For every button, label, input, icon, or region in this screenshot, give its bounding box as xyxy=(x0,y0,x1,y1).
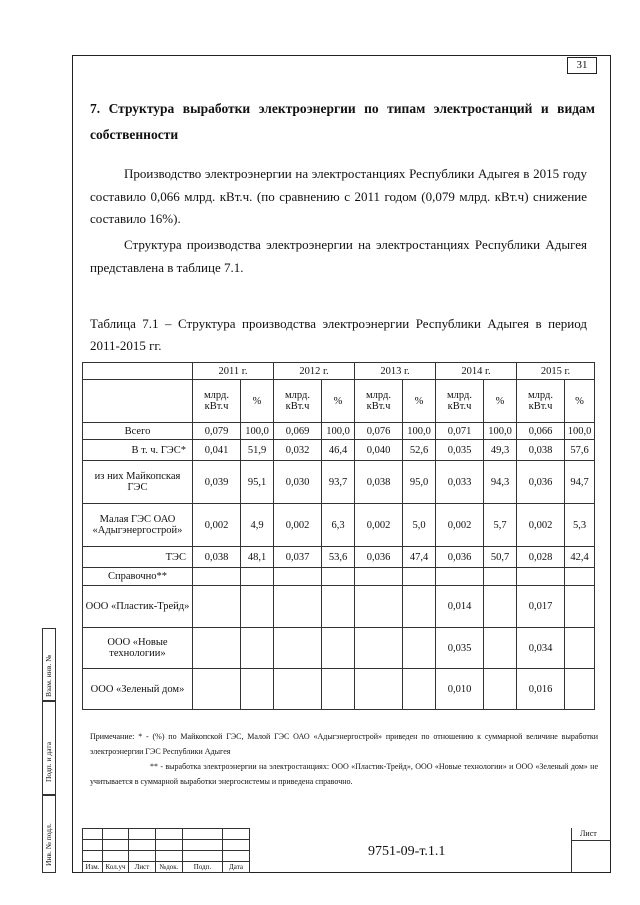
table-cell: 0,002 xyxy=(193,504,241,547)
table-cell xyxy=(484,586,517,628)
table-cell xyxy=(193,669,241,710)
table-cell: 94,3 xyxy=(484,461,517,504)
table-cell: 0,002 xyxy=(274,504,322,547)
table-cell xyxy=(517,568,565,586)
unit-header: млрд. кВт.ч xyxy=(517,380,565,423)
table-cell xyxy=(484,628,517,669)
stamp-column-label: Подп. xyxy=(183,862,223,873)
table-cell: 5,3 xyxy=(565,504,595,547)
table-cell: 93,7 xyxy=(322,461,355,504)
table-cell xyxy=(241,669,274,710)
table-cell xyxy=(403,586,436,628)
production-structure-table xyxy=(82,362,595,710)
row-label: ООО «Зеленый дом» xyxy=(83,669,193,710)
stamp-column-label: Изм. xyxy=(83,862,103,873)
table-cell: 95,0 xyxy=(403,461,436,504)
row-label: Справочно** xyxy=(83,568,193,586)
table-cell: 6,3 xyxy=(322,504,355,547)
table-cell xyxy=(355,568,403,586)
table-cell xyxy=(355,586,403,628)
table-row xyxy=(83,568,595,586)
table-cell: 42,4 xyxy=(565,547,595,568)
table-cell xyxy=(322,568,355,586)
table-cell xyxy=(193,568,241,586)
table-cell: 0,035 xyxy=(436,440,484,461)
table-cell: 0,010 xyxy=(436,669,484,710)
table-cell: 0,079 xyxy=(193,423,241,440)
table-cell: 53,6 xyxy=(322,547,355,568)
table-cell: 0,030 xyxy=(274,461,322,504)
table-cell xyxy=(274,568,322,586)
table-cell xyxy=(193,628,241,669)
row-label: ООО «Пластик-Трейд» xyxy=(83,586,193,628)
table-cell: 0,032 xyxy=(274,440,322,461)
table-cell: 0,066 xyxy=(517,423,565,440)
table-caption: Таблица 7.1 – Структура производства электроэнергии Республики Адыгея в период 2011-2015 гг. xyxy=(90,316,587,353)
table-cell xyxy=(322,628,355,669)
table-cell xyxy=(274,669,322,710)
table-cell: 0,033 xyxy=(436,461,484,504)
table-cell xyxy=(403,669,436,710)
percent-header: % xyxy=(241,380,274,423)
table-row xyxy=(83,547,595,568)
table-cell: 49,3 xyxy=(484,440,517,461)
year-header: 2013 г. xyxy=(355,363,436,380)
sheet-label: Лист xyxy=(580,829,597,838)
table-cell xyxy=(322,586,355,628)
table-cell xyxy=(241,628,274,669)
table-cell xyxy=(403,568,436,586)
row-label: В т. ч. ГЭС* xyxy=(83,440,193,461)
table-cell xyxy=(355,669,403,710)
table-cell: 0,002 xyxy=(355,504,403,547)
section-heading: 7. Структура выработки электроэнергии по типам электростанций и видам собственности xyxy=(90,101,595,142)
table-cell: 0,071 xyxy=(436,423,484,440)
table-cell xyxy=(403,628,436,669)
year-header: 2015 г. xyxy=(517,363,595,380)
table-cell: 0,037 xyxy=(274,547,322,568)
table-cell: 5,0 xyxy=(403,504,436,547)
table-cell xyxy=(565,568,595,586)
unit-header: млрд. кВт.ч xyxy=(436,380,484,423)
year-header: 2012 г. xyxy=(274,363,355,380)
table-cell: 100,0 xyxy=(322,423,355,440)
unit-header: млрд. кВт.ч xyxy=(193,380,241,423)
side-label-sign-date: Подп. и дата xyxy=(44,741,53,782)
stamp-column-label: Лист xyxy=(129,862,156,873)
table-cell: 100,0 xyxy=(403,423,436,440)
document-number: 9751-09-т.1.1 xyxy=(368,844,446,859)
percent-header: % xyxy=(322,380,355,423)
row-label: ООО «Новые технологии» xyxy=(83,628,193,669)
table-row xyxy=(83,440,595,461)
year-header: 2011 г. xyxy=(193,363,274,380)
row-label: Малая ГЭС ОАО «Адыгэнергострой» xyxy=(83,504,193,547)
table-cell: 50,7 xyxy=(484,547,517,568)
paragraph-structure: Структура производства электроэнергии на электростанциях Республики Адыгея представлена в таблице 7.1. xyxy=(90,237,587,275)
table-cell: 0,002 xyxy=(436,504,484,547)
paragraph-production: Производство электроэнергии на электростанциях Республики Адыгея в 2015 году составило 0,066 млрд. кВт.ч. (по сравнению с 2011 годом (0,079 млрд. кВт.ч) снижение составило 16%). xyxy=(90,166,587,226)
stamp-column-label: №док. xyxy=(156,862,183,873)
note-reference: ** - выработка электроэнергии на электростанциях: ООО «Пластик-Трейд», ООО «Новые технологии» и ООО «Зеленый дом» не учитывается в суммарной выработки энергосистемы и приведена справочно. xyxy=(90,762,598,786)
table-cell: 0,028 xyxy=(517,547,565,568)
stamp-column-label: Дата xyxy=(223,862,250,873)
table-row xyxy=(83,461,595,504)
table-cell: 95,1 xyxy=(241,461,274,504)
row-label: из них Майкопская ГЭС xyxy=(83,461,193,504)
table-cell xyxy=(274,586,322,628)
table-cell xyxy=(322,669,355,710)
title-block-grid xyxy=(82,828,250,873)
table-cell: 0,036 xyxy=(517,461,565,504)
table-cell: 47,4 xyxy=(403,547,436,568)
table-cell xyxy=(436,568,484,586)
table-cell: 100,0 xyxy=(565,423,595,440)
table-cell: 0,076 xyxy=(355,423,403,440)
table-cell xyxy=(484,568,517,586)
table-cell: 100,0 xyxy=(484,423,517,440)
unit-header: млрд. кВт.ч xyxy=(274,380,322,423)
table-cell: 0,038 xyxy=(193,547,241,568)
table-cell: 57,6 xyxy=(565,440,595,461)
table-cell xyxy=(241,568,274,586)
table-cell: 0,016 xyxy=(517,669,565,710)
side-label-replace-inv: Взам. инв. № xyxy=(44,654,53,697)
table-cell: 0,039 xyxy=(193,461,241,504)
table-corner-cell xyxy=(83,363,193,380)
table-cell: 0,041 xyxy=(193,440,241,461)
percent-header: % xyxy=(484,380,517,423)
table-cell xyxy=(241,586,274,628)
table-cell: 0,069 xyxy=(274,423,322,440)
table-row xyxy=(83,669,595,710)
stamp-column-label: Кол.уч xyxy=(103,862,129,873)
percent-header: % xyxy=(565,380,595,423)
table-cell xyxy=(274,628,322,669)
table-cell: 4,9 xyxy=(241,504,274,547)
note-hydro: Примечание: * - (%) по Майкопской ГЭС, Малой ГЭС ОАО «Адыгэнергострой» приведен по отношению к суммарной величине выработки электроэнергии ГЭС Республики Адыгея xyxy=(90,732,598,756)
table-cell: 0,034 xyxy=(517,628,565,669)
table-cell: 94,7 xyxy=(565,461,595,504)
row-label: Всего xyxy=(83,423,193,440)
table-cell xyxy=(565,669,595,710)
table-cell: 100,0 xyxy=(241,423,274,440)
percent-header: % xyxy=(403,380,436,423)
page-number: 31 xyxy=(567,57,597,74)
table-cell: 52,6 xyxy=(403,440,436,461)
table-cell: 0,035 xyxy=(436,628,484,669)
table-cell: 0,036 xyxy=(355,547,403,568)
table-row xyxy=(83,586,595,628)
table-row xyxy=(83,504,595,547)
table-corner-cell xyxy=(83,380,193,423)
table-cell xyxy=(484,669,517,710)
table-cell: 51,9 xyxy=(241,440,274,461)
table-cell: 0,038 xyxy=(355,461,403,504)
row-label: ТЭС xyxy=(83,547,193,568)
table-row xyxy=(83,423,595,440)
table-cell xyxy=(565,586,595,628)
year-header: 2014 г. xyxy=(436,363,517,380)
table-cell: 0,040 xyxy=(355,440,403,461)
table-cell: 5,7 xyxy=(484,504,517,547)
side-label-orig-inv: Инв. № подл. xyxy=(44,823,53,866)
table-cell: 0,017 xyxy=(517,586,565,628)
table-cell xyxy=(193,586,241,628)
unit-header: млрд. кВт.ч xyxy=(355,380,403,423)
table-cell xyxy=(565,628,595,669)
table-cell: 0,036 xyxy=(436,547,484,568)
table-cell: 0,002 xyxy=(517,504,565,547)
table-cell: 48,1 xyxy=(241,547,274,568)
table-cell: 0,014 xyxy=(436,586,484,628)
table-cell xyxy=(355,628,403,669)
table-row xyxy=(83,628,595,669)
table-notes xyxy=(90,729,598,789)
table-cell: 0,038 xyxy=(517,440,565,461)
table-cell: 46,4 xyxy=(322,440,355,461)
